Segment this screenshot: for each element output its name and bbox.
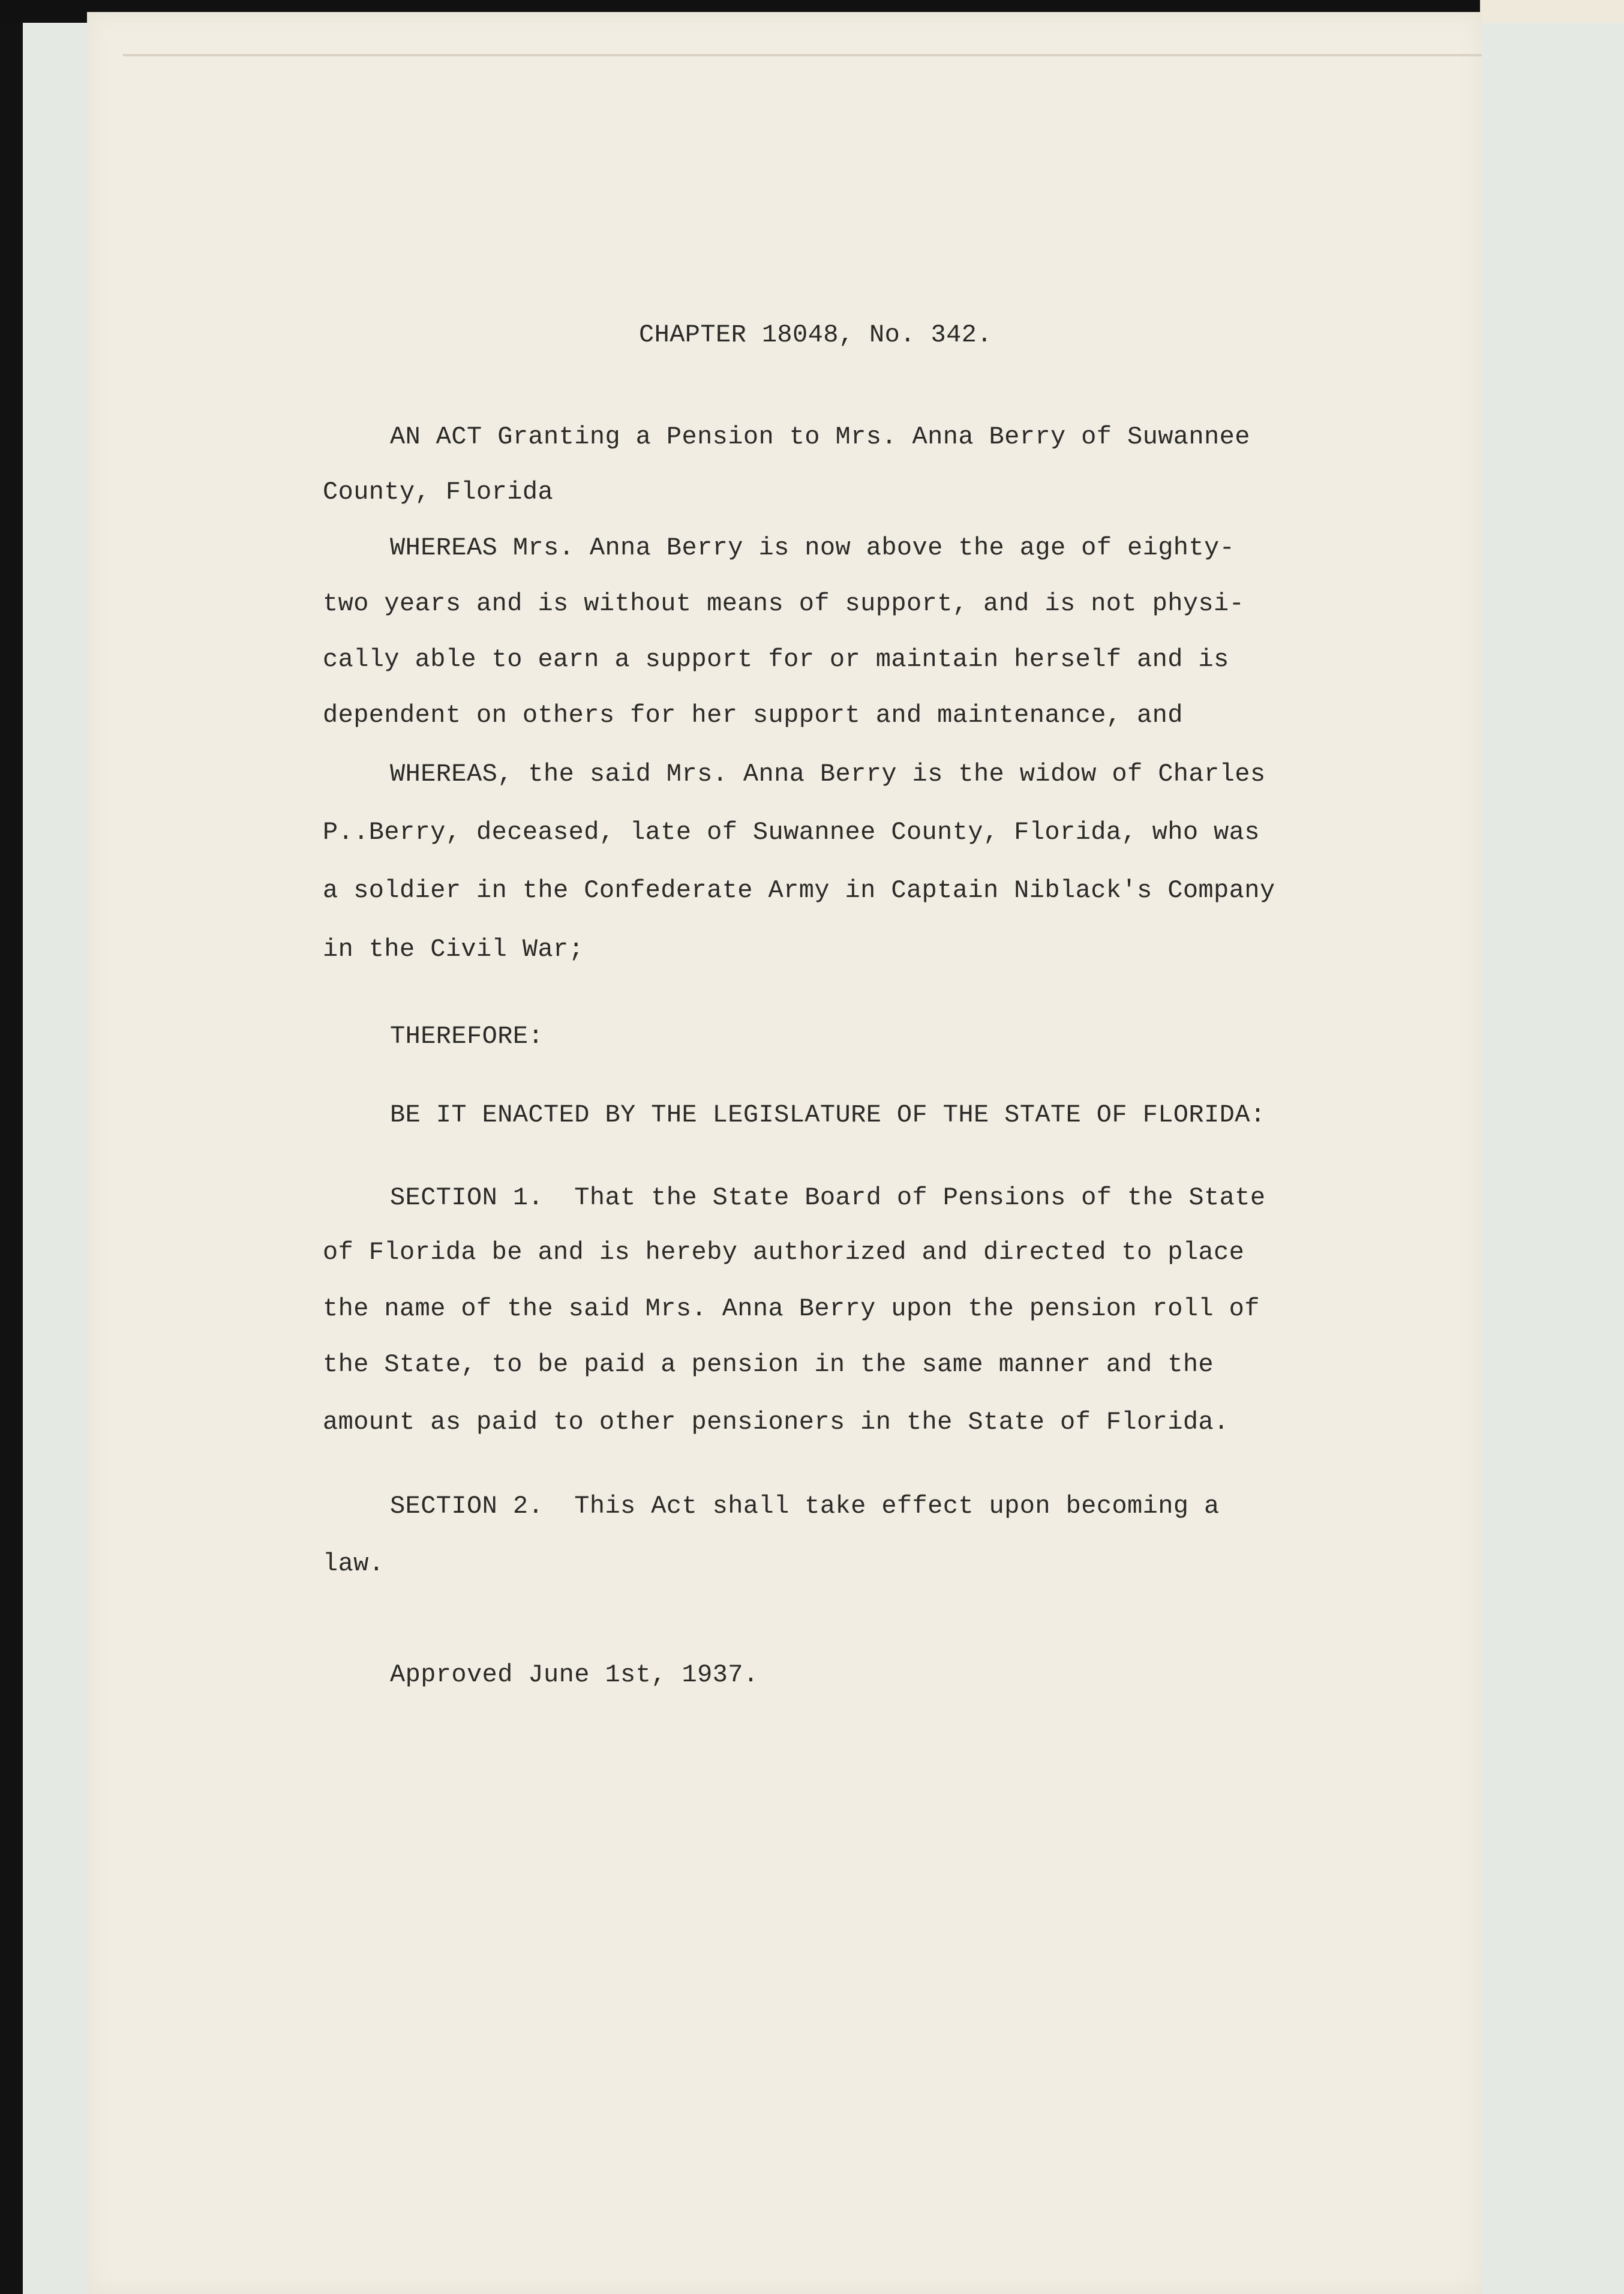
whereas-second-line: a soldier in the Confederate Army in Captain Niblack's Company [323,876,1275,905]
section-1-line: of Florida be and is hereby authorized and directed to place [323,1238,1245,1267]
section-1-line: amount as paid to other pensioners in the State of Florida. [323,1408,1229,1437]
section-1-line: SECTION 1. That the State Board of Pensions of the State [390,1183,1266,1212]
approval-date-line: Approved June 1st, 1937. [390,1660,759,1689]
enacting-clause: BE IT ENACTED BY THE LEGISLATURE OF THE STATE OF FLORIDA: [390,1100,1266,1129]
act-title-line: County, Florida [323,478,554,506]
section-2-line: law. [323,1549,385,1578]
scanner-frame-left [0,0,23,2294]
whereas-first-line: WHEREAS Mrs. Anna Berry is now above the age of eighty- [390,533,1235,562]
therefore-line: THEREFORE: [390,1022,544,1051]
whereas-second-line: WHEREAS, the said Mrs. Anna Berry is the widow of Charles [390,760,1266,788]
section-1-line: the name of the said Mrs. Anna Berry upon the pension roll of [323,1294,1260,1323]
section-2-line: SECTION 2. This Act shall take effect upon becoming a [390,1492,1220,1521]
scanner-frame-top-edge [1480,0,1624,23]
whereas-second-line: in the Civil War; [323,935,584,964]
whereas-first-line: two years and is without means of support, and is not physi- [323,589,1245,618]
page-fold-line [123,54,1482,56]
whereas-first-line: dependent on others for her support and maintenance, and [323,701,1183,730]
act-title-line: AN ACT Granting a Pension to Mrs. Anna Berry of Suwannee [390,422,1250,451]
whereas-second-line: P..Berry, deceased, late of Suwannee County, Florida, who was [323,818,1260,847]
typewritten-page [87,12,1482,2294]
section-1-line: the State, to be paid a pension in the same manner and the [323,1350,1214,1379]
chapter-heading: CHAPTER 18048, No. 342. [639,320,992,349]
whereas-first-line: cally able to earn a support for or maintain herself and is [323,645,1229,674]
